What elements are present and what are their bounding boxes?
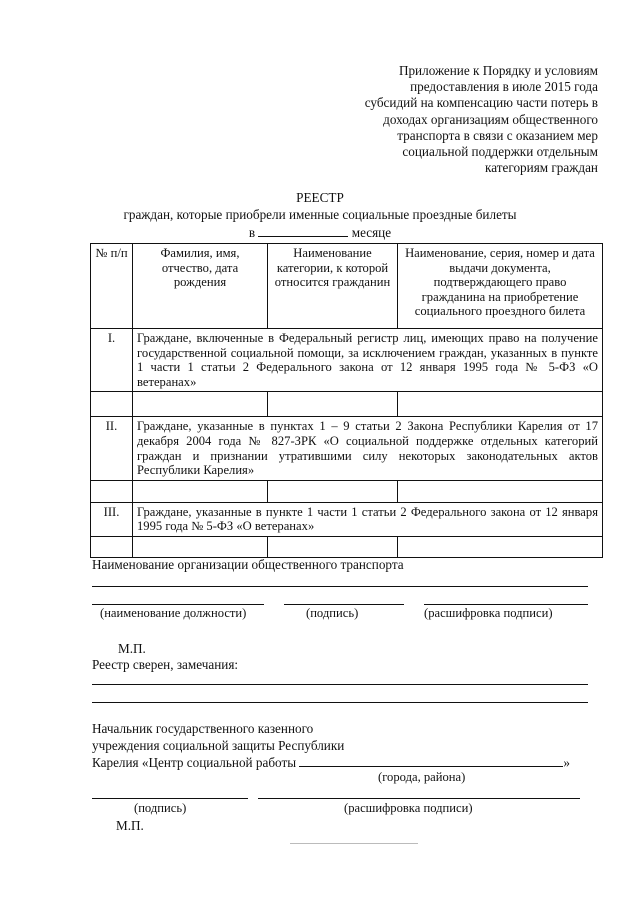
table-cell[interactable]	[133, 392, 268, 417]
signature-caption: (подпись)	[306, 606, 359, 620]
appendix-line: категориям граждан	[485, 160, 598, 176]
section-text: Граждане, включенные в Федеральный регистр лиц, имеющих право на получение государственной социальной помощи, за исключением граждан, указанных в пункте 1 части 1 статьи 2 Федерального закона от 12 января 1995 года № 5-ФЗ «О ветеранах»	[133, 329, 603, 392]
position-caption: (наименование должности)	[100, 606, 247, 620]
org-name-line[interactable]	[92, 586, 588, 587]
table-cell[interactable]	[91, 536, 133, 557]
signature-line-2[interactable]	[92, 798, 248, 799]
signature-caption-2: (подпись)	[134, 801, 187, 815]
footer-divider	[290, 843, 418, 844]
decoding-caption-2: (расшифровка подписи)	[344, 801, 473, 815]
table-cell[interactable]	[398, 536, 603, 557]
table-cell[interactable]	[398, 392, 603, 417]
table-row	[91, 536, 603, 557]
month-line	[0, 224, 640, 242]
appendix-line: транспорта в связи с оказанием мер	[397, 127, 598, 143]
org-label: Наименование организации общественного транспорта	[92, 557, 404, 572]
table-cell[interactable]	[268, 536, 398, 557]
section-row	[91, 417, 603, 480]
table-cell[interactable]	[91, 392, 133, 417]
month-blank[interactable]	[258, 224, 348, 237]
section-number: I.	[91, 329, 133, 392]
head-title-line: учреждения социальной защиты Республики	[92, 738, 345, 753]
table-cell[interactable]	[133, 536, 268, 557]
city-blank[interactable]	[299, 754, 563, 767]
table-cell[interactable]	[268, 392, 398, 417]
appendix-line: доходах организациям общественного	[383, 111, 598, 127]
table-cell[interactable]	[133, 480, 268, 502]
section-number: II.	[91, 417, 133, 480]
appendix-line: предоставления в июле 2015 года	[410, 79, 598, 95]
head-title-line: Начальник государственного казенного	[92, 721, 314, 736]
position-line[interactable]	[92, 604, 264, 605]
header-cell-category: Наименование категории, к которой относится гражданин	[268, 244, 398, 329]
registry-table	[90, 243, 603, 558]
section-text: Граждане, указанные в пункте 1 части 1 статьи 2 Федерального закона от 12 января 1995 года № 5-ФЗ «О ветеранах»	[133, 502, 603, 536]
header-cell-number: № п/п	[91, 244, 133, 329]
document-subtitle: граждан, которые приобрели именные социальные проездные билеты	[123, 207, 517, 222]
table-cell[interactable]	[268, 480, 398, 502]
month-suffix: месяце	[351, 225, 392, 240]
appendix-note	[298, 63, 598, 176]
document-title: РЕЕСТР	[296, 190, 344, 205]
header-cell-document: Наименование, серия, номер и дата выдачи документа, подтверждающего право гражданина на приобретение социального проездного билета	[398, 244, 603, 329]
verified-label: Реестр сверен, замечания:	[92, 657, 239, 672]
header-cell-name: Фамилия, имя, отчество, дата рождения	[133, 244, 268, 329]
section-text: Граждане, указанные в пунктах 1 – 9 статьи 2 Закона Республики Карелия от 17 декабря 2004 года № 827-ЗРК «О социальной поддержке отдельных категорий граждан и признании утратившими силу некоторых законодательных актов Республики Карелия»	[133, 417, 603, 480]
remarks-line[interactable]	[92, 684, 588, 685]
head-line-suffix: »	[563, 755, 570, 770]
appendix-line: социальной поддержки отдельным	[402, 144, 598, 160]
table-row	[91, 480, 603, 502]
section-number: III.	[91, 502, 133, 536]
table-header-row	[91, 244, 603, 329]
section-row	[91, 329, 603, 392]
stamp-label-2: М.П.	[116, 818, 144, 833]
head-title-line	[92, 754, 570, 771]
decoding-line[interactable]	[424, 604, 588, 605]
appendix-line: субсидий на компенсацию части потерь в	[364, 95, 598, 111]
decoding-line-2[interactable]	[258, 798, 580, 799]
table-row	[91, 392, 603, 417]
decoding-caption: (расшифровка подписи)	[424, 606, 553, 620]
stamp-label: М.П.	[118, 641, 146, 656]
remarks-line[interactable]	[92, 702, 588, 703]
month-prefix: в	[248, 225, 256, 240]
table-cell[interactable]	[398, 480, 603, 502]
head-line-prefix: Карелия «Центр социальной работы	[92, 755, 297, 770]
city-caption: (города, района)	[378, 770, 466, 784]
table-cell[interactable]	[91, 480, 133, 502]
section-row	[91, 502, 603, 536]
appendix-line: Приложение к Порядку и условиям	[398, 63, 598, 78]
signature-line[interactable]	[284, 604, 404, 605]
